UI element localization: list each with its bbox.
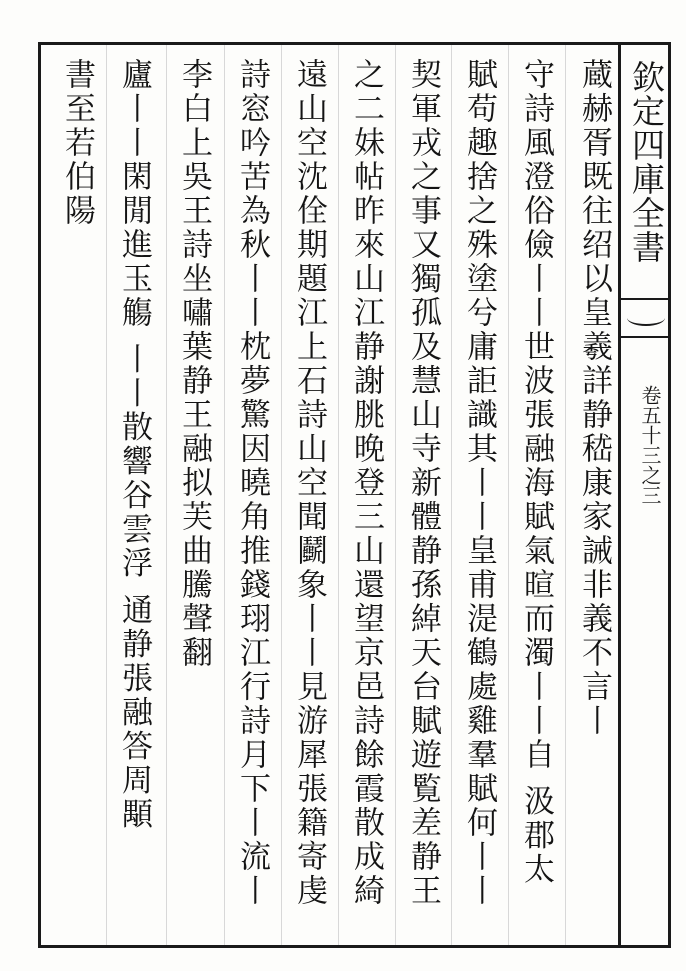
fishtail-ornament bbox=[621, 298, 671, 338]
column-rule bbox=[281, 45, 282, 945]
collection-title: 欽定四庫全書 bbox=[627, 60, 666, 264]
column-rule bbox=[338, 45, 339, 945]
column-rule bbox=[395, 45, 396, 945]
text-column: 蔵赫胥既往绍以皇羲詳静嵇康家誡非義不言丨 bbox=[576, 58, 612, 738]
text-column: 之二妹帖昨來山江静謝朓晚登三山還望京邑詩餘霞散成綺 bbox=[348, 58, 384, 908]
column-rule bbox=[106, 45, 107, 945]
text-column: 廬丨丨閑閒進玉觴 丨丨散響谷雲浮 通静張融答周顒 bbox=[116, 58, 152, 832]
text-column: 賦苟趣捨之殊塗兮庸詎識其丨丨皇甫湜鶴處雞羣賦何丨丨 bbox=[461, 58, 497, 908]
text-column: 李白上吳王詩坐嘯葉静王融拟芙曲騰聲翻 bbox=[176, 58, 212, 670]
column-rule bbox=[166, 45, 167, 945]
text-column: 書至若伯陽 bbox=[59, 58, 95, 228]
column-rule bbox=[224, 45, 225, 945]
text-column: 遠山空沈佺期題江上石詩山空聞鬬象丨丨見游犀張籍寄虔 bbox=[291, 58, 327, 908]
text-column: 詩窓吟苦為秋丨丨枕夢驚因曉角推錢珝江行詩月下丨流丨 bbox=[234, 58, 270, 908]
column-rule bbox=[508, 45, 509, 945]
column-rule bbox=[565, 45, 566, 945]
volume-label: 卷五十三之三 bbox=[638, 385, 662, 505]
column-rule bbox=[451, 45, 452, 945]
text-column: 契軍戎之事又獨孤及慧山寺新體静孫綽天台賦遊覧差静王 bbox=[405, 58, 441, 908]
text-column: 守詩風澄俗儉丨丨世波張融海賦氣暄而濁丨丨自 汲郡太 bbox=[518, 58, 554, 887]
